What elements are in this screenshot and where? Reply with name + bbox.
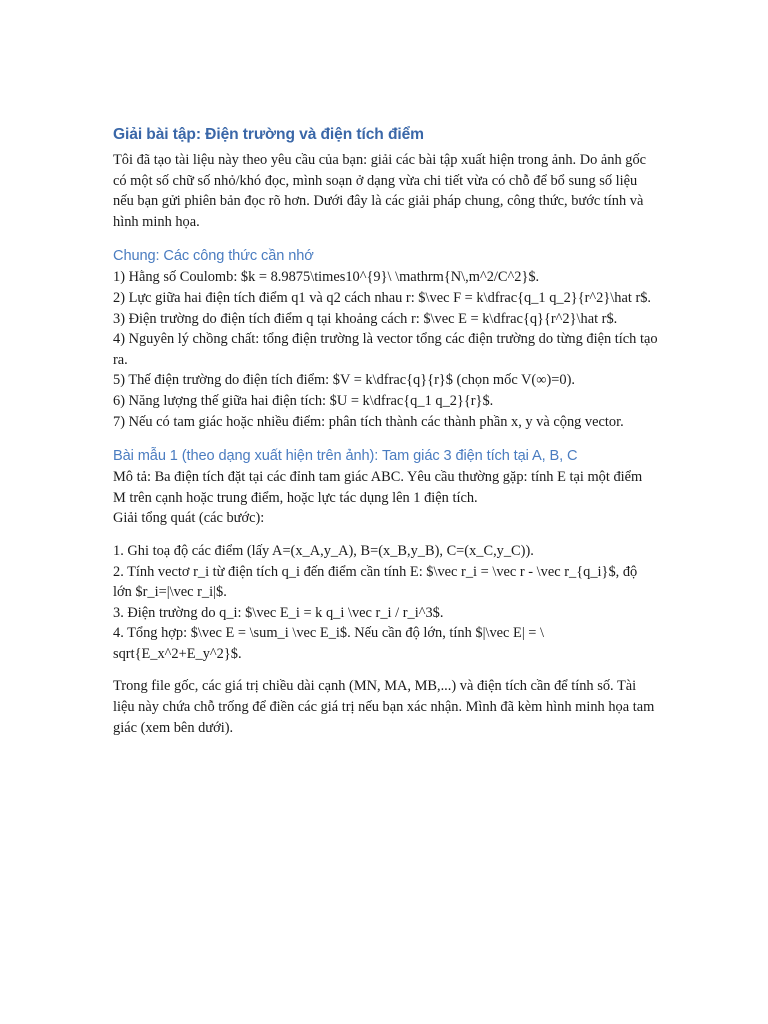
step-item: 4. Tổng hợp: $\vec E = \sum_i \vec E_i$. Nếu cần độ lớn, tính $|\vec E| = \ sqrt{E_x^2+E_y^2}$. (113, 625, 545, 662)
spacer (113, 664, 658, 676)
document-page (113, 124, 658, 738)
steps-intro: Giải tổng quát (các bước): (113, 510, 265, 527)
section-heading-example: Bài mẫu 1 (theo dạng xuất hiện trên ảnh): Tam giác 3 điện tích tại A, B, C (113, 448, 578, 465)
step-item: 1. Ghi toạ độ các điểm (lấy A=(x_A,y_A), B=(x_B,y_B), C=(x_C,y_C)). (113, 542, 534, 559)
closing-paragraph: Trong file gốc, các giá trị chiều dài cạnh (MN, MA, MB,...) và điện tích cần để tính số. Tài liệu này chứa chỗ trống để điền các giá trị nếu bạn xác nhận. Mình đã kèm hình minh họa tam giác (xem bên dưới). (113, 678, 655, 736)
intro-paragraph: Tôi đã tạo tài liệu này theo yêu cầu của bạn: giải các bài tập xuất hiện trong ảnh. Do ảnh gốc có một số chữ số nhỏ/khó đọc, mình soạn ở dạng vừa chi tiết vừa có chỗ để bổ sung số liệu nếu bạn gửi phiên bản đọc rõ hơn. Dưới đây là các giải pháp chung, công thức, bước tính và hình minh họa. (113, 152, 647, 230)
section-heading-formulas: Chung: Các công thức cần nhớ (113, 248, 314, 265)
formula-item: 3) Điện trường do điện tích điểm q tại khoảng cách r: $\vec E = k\dfrac{q}{r^2}\hat r$. (113, 310, 618, 327)
formula-list (113, 267, 658, 432)
formula-item: 4) Nguyên lý chồng chất: tổng điện trường là vector tổng các điện trường do từng điện tích tạo ra. (113, 331, 658, 368)
document-title: Giải bài tập: Điện trường và điện tích điểm (113, 126, 424, 143)
formula-item: 5) Thế điện trường do điện tích điểm: $V = k\dfrac{q}{r}$ (chọn mốc V(∞)=0). (113, 372, 575, 389)
step-item: 3. Điện trường do q_i: $\vec E_i = k q_i \vec r_i / r_i^3$. (113, 604, 444, 621)
spacer (113, 529, 658, 541)
formula-item: 2) Lực giữa hai điện tích điểm q1 và q2 cách nhau r: $\vec F = k\dfrac{q_1 q_2}{r^2}\hat r$. (113, 289, 652, 306)
formula-item: 6) Năng lượng thế giữa hai điện tích: $U = k\dfrac{q_1 q_2}{r}$. (113, 392, 494, 409)
formula-item: 7) Nếu có tam giác hoặc nhiều điểm: phân tích thành các thành phần x, y và cộng vector. (113, 413, 624, 430)
steps-list (113, 541, 658, 665)
formula-item: 1) Hằng số Coulomb: $k = 8.9875\times10^{9}\ \mathrm{N\,m^2/C^2}$. (113, 269, 540, 286)
example-description: Mô tả: Ba điện tích đặt tại các đỉnh tam giác ABC. Yêu cầu thường gặp: tính E tại một điểm M trên cạnh hoặc trung điểm, hoặc lực tác dụng lên 1 điện tích. (113, 469, 643, 506)
step-item: 2. Tính vectơ r_i từ điện tích q_i đến điểm cần tính E: $\vec r_i = \vec r - \vec r_{q_i}$, độ lớn $r_i=|\vec r_i|$. (113, 563, 638, 601)
